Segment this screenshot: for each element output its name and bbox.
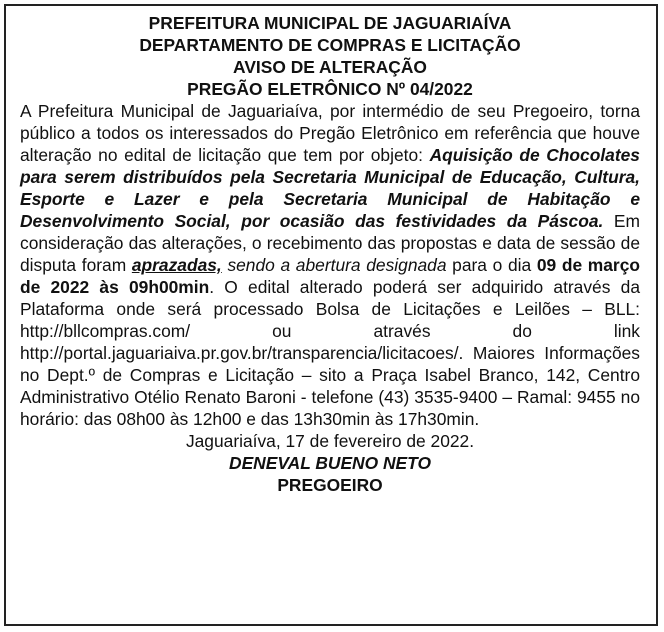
signer-name: DENEVAL BUENO NETO — [229, 453, 431, 473]
header-department: DEPARTAMENTO DE COMPRAS E LICITAÇÃO — [139, 35, 521, 55]
signer-role: PREGOEIRO — [277, 475, 383, 495]
body-date-time: 09 de março de 2022 às 09h00min — [20, 255, 640, 297]
notice-content — [20, 12, 640, 496]
body-opening-label: sendo a abertura designada — [227, 255, 447, 275]
body-object: Aquisição de Chocolates para serem distribuídos pela Secretaria Municipal de Educação, Cultura, Esporte e Lazer e pela Secretaria Municipal de Habitação e Desenvolvimento Social, por ocasião das festividades da Páscoa. — [20, 145, 640, 231]
header-notice-type: AVISO DE ALTERAÇÃO — [233, 57, 427, 77]
notice-body — [20, 100, 640, 430]
body-intro: A Prefeitura Municipal de Jaguariaíva, por intermédio de seu Pregoeiro, torna público a todos os interessados do Pregão Eletrônico em referência que houve alteração no edital de licitação que tem por objeto: — [20, 101, 640, 165]
body-considering: Em consideração das alterações, o recebimento das propostas e data de sessão de disputa foram — [20, 211, 640, 275]
header-municipality: PREFEITURA MUNICIPAL DE JAGUARIAÍVA — [148, 13, 512, 33]
body-after-date: . O edital alterado poderá ser adquirido através da Plataforma onde será processado Bolsa de Licitações e Leilões – BLL: http://bllcompras.com/ ou através do link http://portal.jaguariaiva.pr.gov.br/transparencia/licitacoes/. Maiores Informações no Dept.º de Compras e Licitação – sito a Praça Isabel Branco, 142, Centro Administrativo Otélio Renato Baroni - telefone (43) 3535-9400 – Ramal: 9455 no horário: das 08h00 às 12h00 e das 13h30min às 17h30min. — [20, 277, 640, 429]
place-date: Jaguariaíva, 17 de fevereiro de 2022. — [185, 431, 475, 451]
header-auction-number: PREGÃO ELETRÔNICO Nº 04/2022 — [187, 79, 473, 99]
body-postponed: aprazadas, — [131, 255, 222, 275]
body-for-day: para o dia — [446, 255, 537, 275]
